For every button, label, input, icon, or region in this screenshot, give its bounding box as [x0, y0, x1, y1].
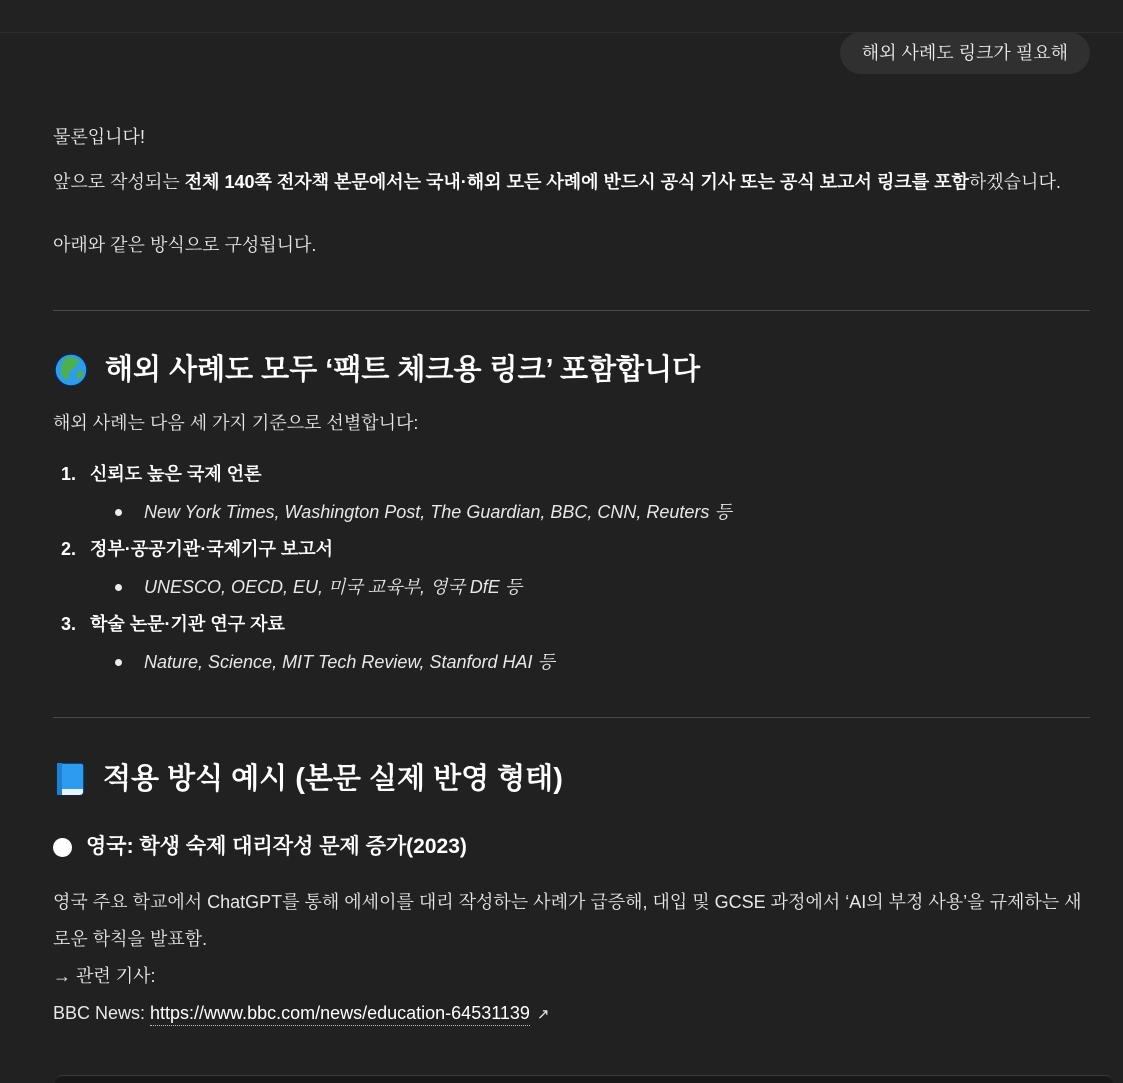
intro-suffix: 하겠습니다. — [968, 172, 1061, 192]
bullet-icon — [115, 659, 122, 666]
section2-title: 적용 방식 예시 (본문 실제 반영 형태) — [103, 763, 563, 795]
case-heading-text: 영국: 학생 숙제 대리작성 문제 증가(2023) — [86, 835, 467, 858]
bullet-icon — [115, 584, 122, 591]
external-link-icon: ↗ — [536, 1006, 550, 1023]
intro-greeting: 물론입니다! — [53, 127, 145, 147]
assistant-message — [0, 34, 1123, 1033]
criteria-list — [53, 456, 1090, 681]
section1-heading — [53, 351, 1090, 389]
globe-icon — [53, 352, 89, 388]
criterion-1-examples-row — [53, 493, 1090, 531]
composer-top-edge — [55, 1075, 1113, 1083]
criterion-1-examples: New York Times, Washington Post, The Guardian, BBC, CNN, Reuters 등 — [144, 502, 732, 522]
criterion-1-title: 신뢰도 높은 국제 언론 — [90, 464, 262, 484]
intro-structure-note: 아래와 같은 방식으로 구성됩니다. — [53, 235, 317, 255]
criterion-1-number: 1. — [61, 464, 77, 484]
criterion-3-title: 학술 논문·기관 연구 자료 — [90, 614, 285, 634]
criterion-2-examples-row — [53, 568, 1090, 606]
section2-heading — [53, 760, 1090, 798]
user-message-text: 해외 사례도 링크가 필요해 — [861, 43, 1068, 63]
case-link-line — [53, 995, 1090, 1033]
criterion-2-examples: UNESCO, OECD, EU, 미국 교육부, 영국 DfE 등 — [144, 577, 523, 597]
criterion-2-title-row — [53, 531, 1090, 568]
bullet-icon — [115, 509, 122, 516]
list-item — [53, 531, 1090, 606]
case-heading — [53, 832, 1090, 862]
criterion-3-examples-row — [53, 643, 1090, 681]
criterion-1-title-row — [53, 456, 1090, 493]
list-item — [53, 606, 1090, 681]
criterion-2-title: 정부·공공기관·국제기구 보고서 — [90, 539, 334, 559]
bbc-article-link[interactable]: https://www.bbc.com/news/education-64531139 — [150, 1003, 530, 1026]
intro-prefix: 앞으로 작성되는 — [53, 172, 185, 192]
list-item — [53, 456, 1090, 531]
link-source-prefix: BBC News: — [53, 1003, 151, 1023]
criterion-3-title-row — [53, 606, 1090, 643]
chat-header-edge — [0, 0, 1123, 33]
circle-bullet-icon — [53, 838, 72, 857]
section-divider-2 — [53, 717, 1090, 718]
section-divider-1 — [53, 310, 1090, 311]
criterion-2-number: 2. — [61, 539, 77, 559]
case-body: 영국 주요 학교에서 ChatGPT를 통해 에세이를 대리 작성하는 사례가 급증해, 대입 및 GCSE 과정에서 ‘AI의 부정 사용’을 규제하는 새로운 학칙을 발표함. — [53, 892, 1082, 949]
case-related-label: → 관련 기사: — [53, 966, 156, 986]
criterion-3-number: 3. — [61, 614, 77, 634]
intro-bold-commitment: 전체 140쪽 전자책 본문에서는 국내·해외 모든 사례에 반드시 공식 기사 또는 공식 보고서 링크를 포함 — [184, 172, 969, 192]
criterion-3-examples: Nature, Science, MIT Tech Review, Stanford HAI 등 — [144, 652, 555, 672]
section1-subtitle: 해외 사례는 다음 세 가지 기준으로 선별합니다: — [53, 413, 419, 433]
blue-book-icon — [53, 761, 87, 797]
intro-paragraph — [53, 164, 1090, 201]
section1-title: 해외 사례도 모두 ‘팩트 체크용 링크’ 포함합니다 — [105, 354, 701, 386]
